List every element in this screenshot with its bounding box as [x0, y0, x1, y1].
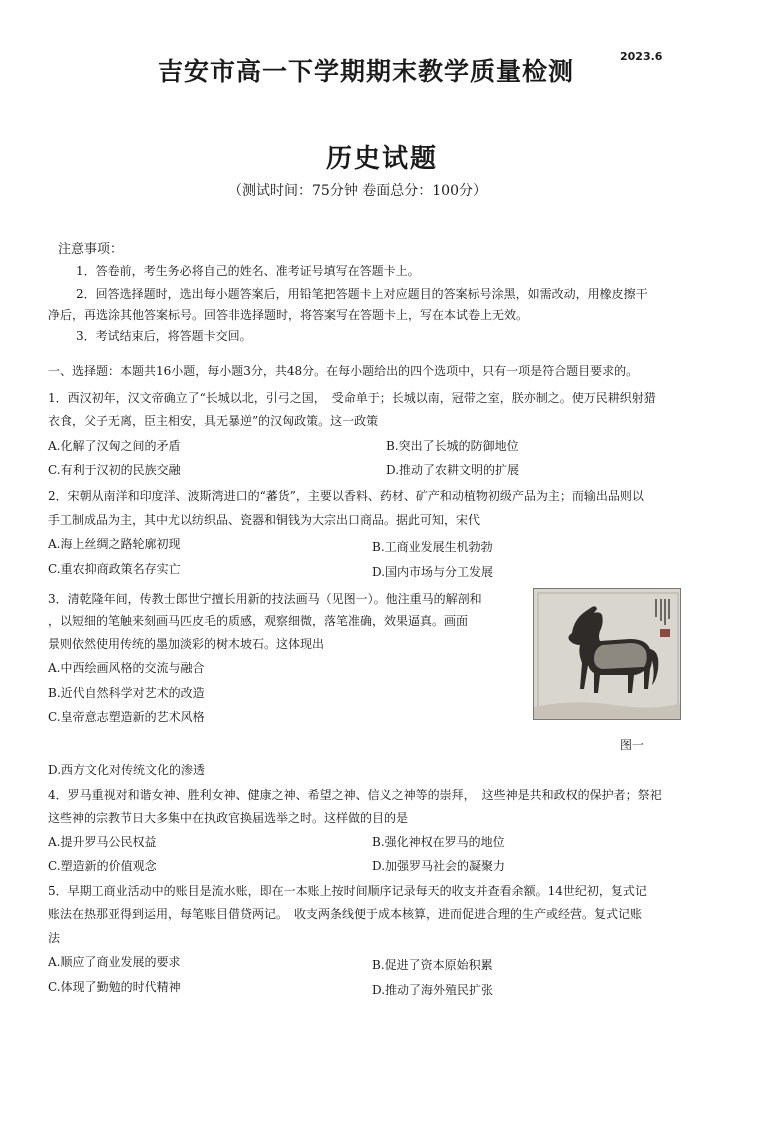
subject-title: 历史试题: [326, 144, 439, 174]
question-2-option-d: D.国内市场与分工发展: [372, 565, 494, 579]
notice-item: 2．回答选择题时，选出每小题答案后，用铅笔把答题卡上对应题目的答案标号涂黑，如需改动，用橡皮擦干: [76, 287, 648, 301]
question-4-line: 这些神的宗教节日大多集中在执政官换届选举之时。这样做的目的是: [48, 811, 409, 825]
question-2-option-b: B.工商业发展生机勃勃: [372, 540, 493, 554]
question-3-option-a: A.中西绘画风格的交流与融合: [48, 661, 205, 675]
question-3-line: ，以短细的笔触来刻画马匹皮毛的质感，观察细微，落笔准确，效果逼真。画面: [48, 614, 469, 628]
section-heading: 一、选择题：本题共16小题，每小题3分，共48分。在每小题给出的四个选项中，只有一项是符合题目要求的。: [48, 364, 639, 378]
question-5-option-d: D.推动了海外殖民扩张: [372, 983, 494, 997]
exam-title: 吉安市高一下学期期末教学质量检测: [158, 57, 575, 86]
question-5-line: 账法在热那亚得到运用，每笔账目借贷两记。 收支两条线便于成本核算，进而促进合理的生产或经营。复式记账: [48, 907, 643, 921]
notice-heading: 注意事项：: [58, 242, 124, 257]
question-3-option-d: D.西方文化对传统文化的渗透: [48, 763, 206, 777]
question-5-line: 法: [48, 931, 61, 945]
question-5-option-a: A.顺应了商业发展的要求: [48, 955, 181, 969]
question-2-line: 手工制成品为主，其中尤以纺织品、瓷器和铜钱为大宗出口商品。据此可知，宋代: [48, 513, 481, 527]
horse-illustration: [534, 589, 681, 720]
horse-painting-figure: [533, 588, 681, 720]
question-1-option-d: D.推动了农耕文明的扩展: [386, 463, 520, 477]
notice-item: 1．答卷前，考生务必将自己的姓名、准考证号填写在答题卡上。: [76, 264, 420, 278]
test-info: （测试时间：75分钟 卷面总分：100分）: [228, 183, 487, 199]
question-4-line: 4．罗马重视对和谐女神、胜利女神、健康之神、希望之神、信义之神等的崇拜， 这些神是共和政权的保护者；祭祀: [48, 788, 662, 802]
question-4-option-b: B.强化神权在罗马的地位: [372, 835, 505, 849]
question-1-option-a: A.化解了汉匈之间的矛盾: [48, 439, 181, 453]
notice-item: 净后，再选涂其他答案标号。回答非选择题时，将答案写在答题卡上，写在本试卷上无效。: [48, 308, 529, 322]
question-3-line: 3．清乾隆年间，传教士郎世宁擅长用新的技法画马（见图一）。他注重马的解剖和: [48, 592, 482, 606]
question-5-option-b: B.促进了资本原始积累: [372, 958, 493, 972]
question-5-line: 5．早期工商业活动中的账目是流水账，即在一本账上按时间顺序记录每天的收支并查看余额。14世纪初，复式记: [48, 884, 647, 898]
question-5-option-c: C.体现了勤勉的时代精神: [48, 980, 181, 994]
question-1-line: 1．西汉初年，汉文帝确立了“长城以北，引弓之国， 受命单于；长城以南，冠带之室，朕亦制之。使万民耕织射猎: [48, 391, 656, 405]
question-1-option-c: C.有利于汉初的民族交融: [48, 463, 181, 477]
notice-item: 3．考试结束后，将答题卡交回。: [76, 329, 252, 343]
question-2-option-a: A.海上丝绸之路轮廓初现: [48, 537, 181, 551]
question-3-line: 景则依然使用传统的墨加淡彩的树木坡石。这体现出: [48, 637, 325, 651]
exam-date: 2023.6: [620, 50, 663, 63]
question-4-option-d: D.加强罗马社会的凝聚力: [372, 859, 506, 873]
question-4-option-a: A.提升罗马公民权益: [48, 835, 157, 849]
question-2-line: 2．宋朝从南洋和印度洋、波斯湾进口的“蕃货”，主要以香料、药材、矿产和动植物初级产品为主；而输出品则以: [48, 489, 644, 503]
question-1-option-b: B.突出了长城的防御地位: [386, 439, 519, 453]
question-3-option-b: B.近代自然科学对艺术的改造: [48, 686, 205, 700]
question-2-option-c: C.重农抑商政策名存实亡: [48, 562, 181, 576]
figure-caption: 图一: [620, 738, 645, 752]
question-3-option-c: C.皇帝意志塑造新的艺术风格: [48, 710, 205, 724]
question-1-line: 衣食，父子无离，臣主相安，具无暴逆”的汉匈政策。这一政策: [48, 414, 379, 428]
question-4-option-c: C.塑造新的价值观念: [48, 859, 157, 873]
